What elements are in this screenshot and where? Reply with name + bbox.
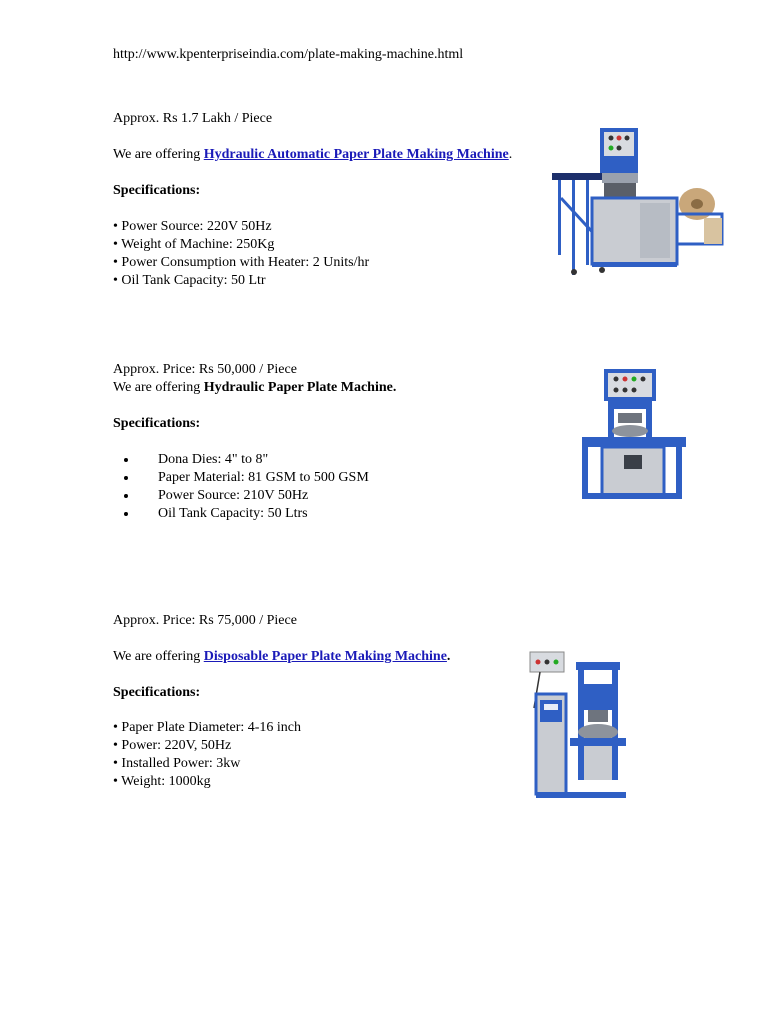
list-item: • Oil Tank Capacity: 50 Ltrs — [138, 505, 369, 523]
machine-image-3 — [500, 648, 655, 810]
spec-line: • Power: 220V, 50Hz — [113, 738, 232, 753]
spec-line: • Power Source: 220V 50Hz — [113, 219, 272, 234]
product-1-offer — [113, 146, 512, 164]
offer-prefix: We are offering — [113, 147, 204, 162]
list-item: • Power Source: 210V 50Hz — [138, 487, 369, 505]
product-2-name: Hydraulic Paper Plate Machine. — [203, 380, 397, 395]
spec-line: • Weight: 1000kg — [113, 774, 211, 789]
machine-image-2 — [578, 365, 690, 505]
spec-line: • Paper Plate Diameter: 4-16 inch — [113, 720, 302, 735]
list-item: • Dona Dies: 4" to 8" — [138, 451, 369, 469]
spec-line: • Power Consumption with Heater: 2 Units/hr — [113, 255, 370, 270]
offer-suffix: . — [446, 649, 451, 664]
product-1-price: Approx. Rs 1.7 Lakh / Piece — [113, 111, 273, 126]
offer-prefix: We are offering — [113, 380, 204, 395]
product-2-spec-list — [113, 451, 369, 523]
spec-line: • Weight of Machine: 250Kg — [113, 237, 275, 252]
product-3-offer — [113, 648, 450, 666]
spec-line: • Oil Tank Capacity: 50 Ltr — [113, 273, 266, 288]
product-3-spec-heading: Specifications: — [113, 685, 201, 700]
offer-suffix: . — [508, 147, 513, 162]
product-2-offer — [113, 379, 396, 397]
source-url[interactable]: http://www.kpenterpriseindia.com/plate-making-machine.html — [113, 47, 464, 62]
product-2-spec-heading: Specifications: — [113, 416, 201, 431]
list-item: • Paper Material: 81 GSM to 500 GSM — [138, 469, 369, 487]
product-1-spec-heading: Specifications: — [113, 183, 201, 198]
offer-prefix: We are offering — [113, 649, 204, 664]
spec-line: • Installed Power: 3kw — [113, 756, 241, 771]
product-1-link[interactable]: Hydraulic Automatic Paper Plate Making Machine — [203, 147, 509, 162]
product-2-price: Approx. Price: Rs 50,000 / Piece — [113, 362, 297, 377]
product-3-price: Approx. Price: Rs 75,000 / Piece — [113, 613, 297, 628]
product-3-link[interactable]: Disposable Paper Plate Making Machine — [203, 649, 447, 664]
machine-image-1 — [552, 118, 727, 278]
